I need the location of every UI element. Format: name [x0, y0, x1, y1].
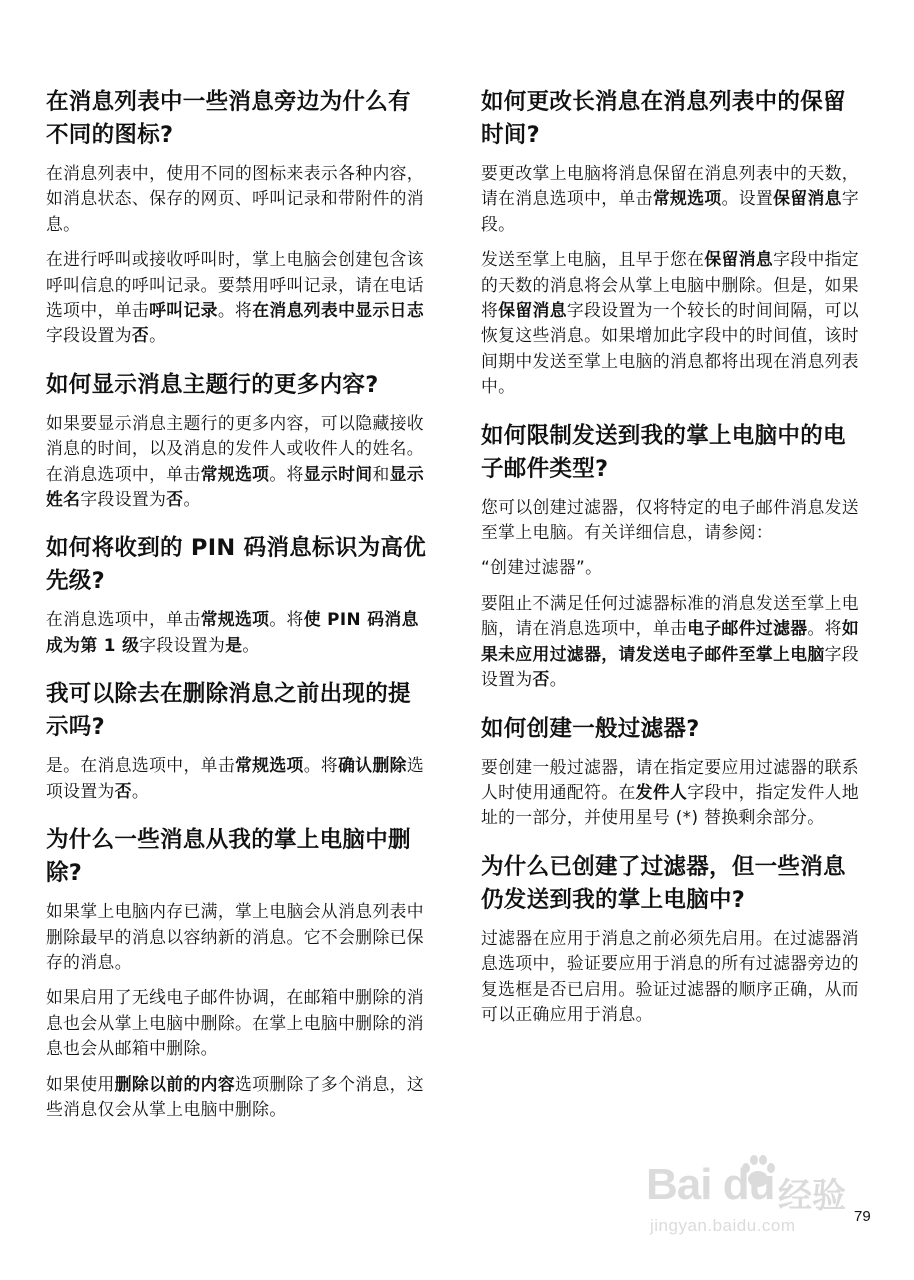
text-run: 和	[372, 463, 390, 484]
faq-paragraph	[46, 161, 430, 237]
ui-term: 保留消息	[704, 249, 774, 270]
faq-paragraph	[46, 411, 430, 513]
ui-term: 删除以前的内容	[114, 1073, 236, 1094]
faq-section	[481, 420, 865, 693]
text-run: 。将	[269, 463, 304, 484]
ui-term: 常规选项	[200, 609, 270, 630]
ui-term: 如果未应用过滤器，请发送电子邮件至掌上电脑	[481, 618, 860, 664]
right-column	[481, 86, 865, 1047]
left-column	[46, 86, 430, 1142]
ui-term: 呼叫记录	[149, 300, 218, 321]
faq-paragraph	[46, 899, 430, 975]
faq-paragraph	[481, 247, 865, 399]
ui-term: 否	[166, 489, 184, 510]
text-run: 。设置	[721, 188, 774, 209]
faq-heading: 为什么一些消息从我的掌上电脑中删除?	[46, 827, 411, 887]
text-run: “创建过滤器”。	[481, 557, 603, 578]
page-number: 79	[854, 1208, 871, 1225]
ui-term: 否	[131, 325, 150, 346]
faq-paragraph	[481, 555, 865, 580]
ui-term: 保留消息	[773, 188, 842, 209]
text-run: 字段。	[481, 188, 860, 234]
faq-heading: 如何将收到的 PIN 码消息标识为高优先级?	[46, 535, 427, 595]
faq-paragraph	[46, 607, 430, 658]
text-run: 字段设置为一个较长的时间间隔，可以恢复这些消息。如果增加此字段中的时间值，该时间期中发送至掌上电脑的消息都将出现在消息列表中。	[481, 300, 860, 397]
faq-paragraph	[46, 753, 430, 804]
text-run: 。将	[303, 755, 339, 776]
watermark-cn-text: 经验	[778, 1176, 846, 1216]
text-run: 。	[549, 669, 567, 690]
watermark-url: jingyan.baidu.com	[650, 1216, 796, 1235]
text-run: 。	[242, 634, 260, 655]
faq-paragraph	[481, 161, 865, 237]
text-run: 如果要显示消息主题行的更多内容，可以隐藏接收消息的时间，以及消息的发件人或收件人的姓名。在消息选项中，单击	[46, 412, 424, 484]
faq-section	[46, 824, 430, 1122]
text-run: 。将	[269, 609, 304, 630]
text-run: 。	[149, 325, 167, 346]
text-run: 。	[131, 780, 150, 801]
faq-section	[481, 851, 865, 1028]
ui-term: 常规选项	[652, 188, 722, 209]
ui-term: 否	[114, 780, 132, 801]
faq-heading: 我可以除去在删除消息之前出现的提示吗?	[46, 681, 411, 741]
text-run: 字段中指定的天数的消息将会从掌上电脑中删除。但是，如果将	[481, 249, 860, 321]
text-run: 要阻止不满足任何过滤器标准的消息发送至掌上电脑，请在消息选项中，单击	[481, 592, 859, 639]
ui-term: 显示时间	[303, 463, 373, 484]
faq-paragraph	[46, 985, 430, 1061]
text-run: 字段设置为	[139, 634, 226, 655]
text-run: 字段中，指定发件人地址的一部分，并使用星号 (*) 替换剩余部分。	[481, 781, 860, 828]
baidu-watermark	[640, 1150, 870, 1250]
text-run: 选项删除了多个消息，这些消息仅会从掌上电脑中删除。	[46, 1073, 425, 1119]
text-run: 字段设置为	[46, 325, 132, 346]
ui-term: 在消息列表中显示日志	[252, 300, 425, 321]
ui-term: 使 PIN 码消息成为第 1 级	[46, 609, 419, 655]
text-run: 发送至掌上电脑，且早于您在	[481, 249, 705, 270]
text-run: 要创建一般过滤器，请在指定要应用过滤器的联系人时使用通配符。在	[481, 756, 859, 802]
faq-section	[46, 86, 430, 349]
text-run: 选项设置为	[46, 755, 425, 801]
ui-term: 常规选项	[235, 755, 304, 776]
ui-term: 确认删除	[338, 755, 407, 776]
faq-heading: 如何更改长消息在消息列表中的保留时间?	[481, 89, 846, 148]
text-run: 如果启用了无线电子邮件协调，在邮箱中删除的消息也会从掌上电脑中删除。在掌上电脑中删除的消息也会从邮箱中删除。	[46, 987, 424, 1059]
text-run: 字段设置为	[80, 489, 167, 510]
faq-paragraph	[481, 755, 865, 831]
faq-paragraph	[46, 1072, 430, 1123]
faq-section	[46, 369, 430, 513]
faq-section	[481, 86, 865, 400]
text-run: 。	[183, 489, 201, 510]
text-run: 。将	[217, 300, 253, 321]
faq-heading: 如何显示消息主题行的更多内容?	[46, 371, 379, 398]
faq-heading: 为什么已创建了过滤器，但一些消息仍发送到我的掌上电脑中?	[481, 853, 846, 913]
faq-heading: 在消息列表中一些消息旁边为什么有不同的图标?	[46, 89, 411, 148]
text-run: 字段设置为	[481, 643, 860, 690]
text-run: 在进行呼叫或接收呼叫时，掌上电脑会创建包含该呼叫信息的呼叫记录。要禁用呼叫记录，请在电话选项中，单击	[46, 249, 424, 321]
ui-term: 常规选项	[200, 463, 270, 484]
faq-section	[481, 713, 865, 831]
faq-section	[46, 532, 430, 658]
ui-term: 显示姓名	[46, 463, 425, 510]
faq-paragraph	[481, 591, 865, 693]
text-run: 在消息列表中，使用不同的图标来表示各种内容，如消息状态、保存的网页、呼叫记录和带附件的消息。	[46, 163, 424, 234]
ui-term: 是	[225, 634, 243, 655]
faq-heading: 如何创建一般过滤器?	[481, 715, 700, 742]
faq-section	[46, 678, 430, 804]
text-run: 是。在消息选项中，单击	[46, 755, 235, 776]
faq-heading: 如何限制发送到我的掌上电脑中的电子邮件类型?	[481, 422, 846, 482]
ui-term: 否	[532, 669, 550, 690]
ui-term: 电子邮件过滤器	[687, 618, 808, 639]
faq-paragraph	[46, 247, 430, 349]
ui-term: 发件人	[635, 781, 688, 802]
text-run: 要更改掌上电脑将消息保留在消息列表中的天数，请在消息选项中，单击	[481, 163, 859, 209]
text-run: 如果掌上电脑内存已满，掌上电脑会从消息列表中删除最早的消息以容纳新的消息。它不会删除已保存的消息。	[46, 901, 424, 972]
text-run: 过滤器在应用于消息之前必须先启用。在过滤器消息选项中，验证要应用于消息的所有过滤器旁边的复选框是否已启用。验证过滤器的顺序正确，从而可以正确应用于消息。	[481, 927, 859, 1024]
text-run: 您可以创建过滤器，仅将特定的电子邮件消息发送至掌上电脑。有关详细信息，请参阅：	[481, 496, 859, 543]
text-run: 在消息选项中，单击	[46, 609, 201, 630]
text-run: 如果使用	[46, 1073, 115, 1094]
faq-paragraph	[481, 495, 865, 546]
text-run: 。将	[807, 618, 842, 639]
watermark-logo-text: Bai du	[646, 1160, 775, 1209]
ui-term: 保留消息	[498, 300, 567, 321]
faq-paragraph	[481, 926, 865, 1028]
